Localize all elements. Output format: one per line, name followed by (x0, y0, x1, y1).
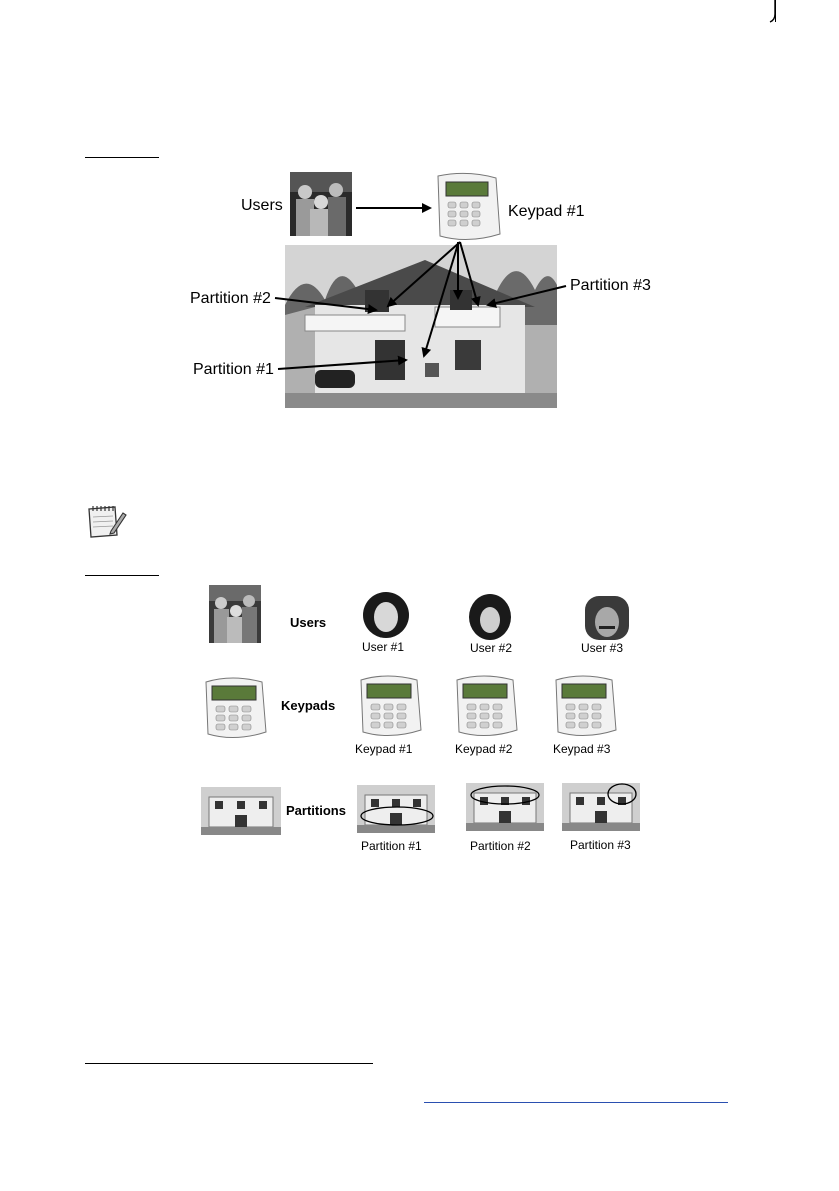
figure1-arrows (0, 0, 839, 420)
footnote-link-underline[interactable] (424, 1102, 728, 1103)
arrow-keypad-to-partition3b (460, 242, 478, 305)
keypad3-label: Keypad #3 (553, 742, 611, 756)
section-underline-2 (85, 575, 159, 576)
keypad1-image (357, 674, 423, 738)
keypad3-image (552, 674, 618, 738)
keypads-heading: Keypads (281, 698, 336, 713)
partition3-label-small: Partition #3 (570, 838, 631, 852)
partition2-label: Partition #2 (190, 290, 271, 307)
partition3-image (562, 783, 640, 831)
partition1-label-small: Partition #1 (361, 839, 422, 853)
arrow-keypad-to-partition1 (424, 244, 458, 356)
partitions-heading: Partitions (286, 803, 346, 818)
arrow-partition1-label (278, 360, 406, 369)
keypad2-image (453, 674, 519, 738)
partition3-label: Partition #3 (570, 277, 651, 294)
footnote-separator (85, 1063, 373, 1064)
partition2-label-small: Partition #2 (470, 839, 531, 853)
user1-avatar (362, 591, 410, 639)
keypad2-label: Keypad #2 (455, 742, 513, 756)
arrow-partition3-label (488, 286, 566, 305)
partition1-label: Partition #1 (193, 361, 274, 378)
user1-label: User #1 (362, 640, 405, 654)
partition2-image (466, 783, 544, 831)
user2-label: User #2 (470, 641, 513, 655)
users-heading: Users (290, 615, 327, 630)
arrow-partition2-label (275, 298, 376, 310)
notepad-pencil-icon (85, 503, 127, 539)
house-small-image (201, 787, 281, 835)
keypad1-label: Keypad #1 (355, 742, 413, 756)
keypad-label: Keypad #1 (508, 203, 585, 220)
partition1-image (357, 785, 435, 833)
keypad-large-image (202, 676, 268, 740)
users-label: Users (241, 197, 283, 214)
family-photo-small (209, 585, 261, 643)
user3-label: User #3 (581, 641, 624, 655)
user2-avatar (468, 593, 512, 641)
user3-avatar (585, 596, 629, 640)
